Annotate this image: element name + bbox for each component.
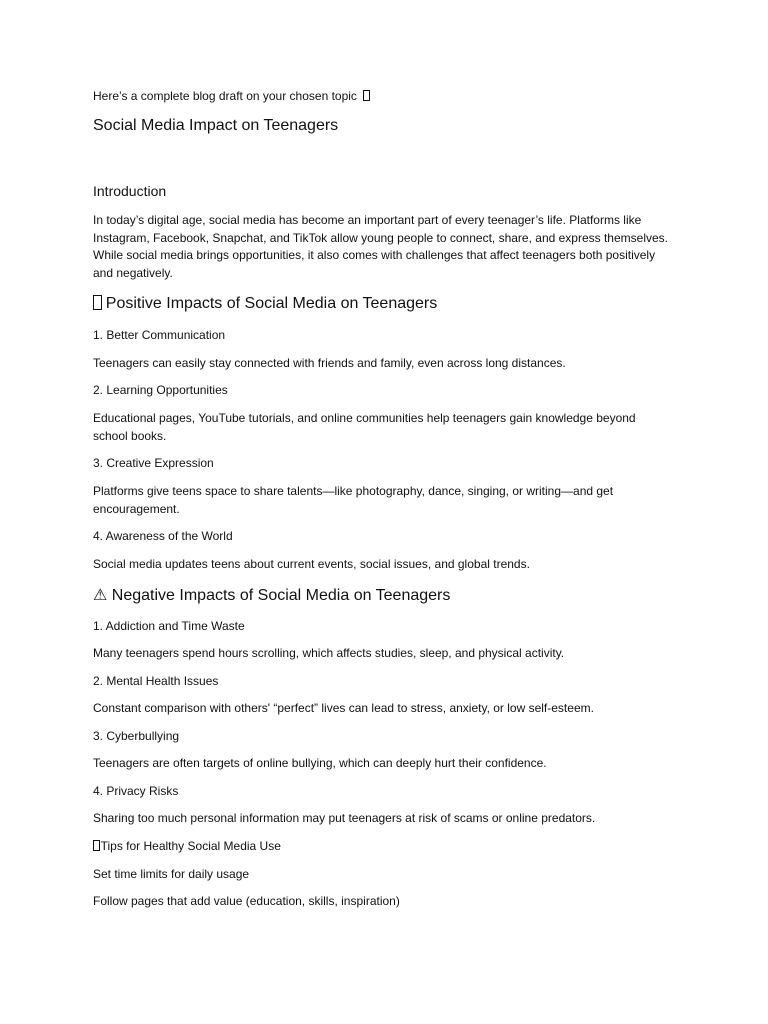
tip-item: Follow pages that add value (education, skills, inspiration) xyxy=(93,894,400,908)
introduction-body: In today’s digital age, social media has become an important part of every teenager’s life. Platforms like Instagram, Facebook, Snapchat, and TikTok allow young people to connect, share, and express themselves. While social media brings opportunities, it also comes with challenges that affect teenagers both positively and negatively. xyxy=(93,213,668,280)
positive-item-body: Educational pages, YouTube tutorials, and online communities help teenagers gain knowledge beyond school books. xyxy=(93,411,636,443)
missing-glyph-icon xyxy=(363,90,370,101)
negative-item-title: 2. Mental Health Issues xyxy=(93,674,219,688)
positive-item-title: 3. Creative Expression xyxy=(93,456,214,470)
negative-heading-text: Negative Impacts of Social Media on Teenagers xyxy=(111,587,451,604)
tips-heading-text: Tips for Healthy Social Media Use xyxy=(100,839,281,853)
positive-item-body: Platforms give teens space to share talents—like photography, dance, singing, or writing—and get encouragement. xyxy=(93,484,614,516)
negative-item-body: Teenagers are often targets of online bullying, which can deeply hurt their confidence. xyxy=(93,756,547,770)
intro-line xyxy=(93,88,373,106)
positive-item-title: 4. Awareness of the World xyxy=(93,529,233,543)
positive-section-heading xyxy=(93,294,437,314)
negative-section-heading xyxy=(93,585,450,606)
introduction-heading: Introduction xyxy=(93,183,167,199)
positive-item-body: Teenagers can easily stay connected with friends and family, even across long distances. xyxy=(93,356,566,370)
negative-item-title: 4. Privacy Risks xyxy=(93,784,179,798)
warning-icon: ⚠ xyxy=(93,585,108,604)
negative-item-body: Constant comparison with others' “perfect” lives can lead to stress, anxiety, or low self-esteem. xyxy=(93,701,594,715)
missing-glyph-icon xyxy=(93,295,102,309)
intro-line-text: Here’s a complete blog draft on your chosen topic xyxy=(93,89,357,103)
negative-item-body: Sharing too much personal information may put teenagers at risk of scams or online predators. xyxy=(93,811,596,825)
positive-item-body: Social media updates teens about current events, social issues, and global trends. xyxy=(93,557,530,571)
tip-item: Set time limits for daily usage xyxy=(93,867,250,881)
positive-item-title: 1. Better Communication xyxy=(93,328,226,342)
negative-item-title: 1. Addiction and Time Waste xyxy=(93,619,245,633)
missing-glyph-icon xyxy=(93,840,100,851)
negative-item-body: Many teenagers spend hours scrolling, which affects studies, sleep, and physical activity. xyxy=(93,646,565,660)
positive-heading-text: Positive Impacts of Social Media on Teenagers xyxy=(105,295,438,312)
negative-item-title: 3. Cyberbullying xyxy=(93,729,180,743)
positive-item-title: 2. Learning Opportunities xyxy=(93,383,228,397)
document-title: Social Media Impact on Teenagers xyxy=(93,117,339,134)
tips-heading xyxy=(93,838,281,856)
